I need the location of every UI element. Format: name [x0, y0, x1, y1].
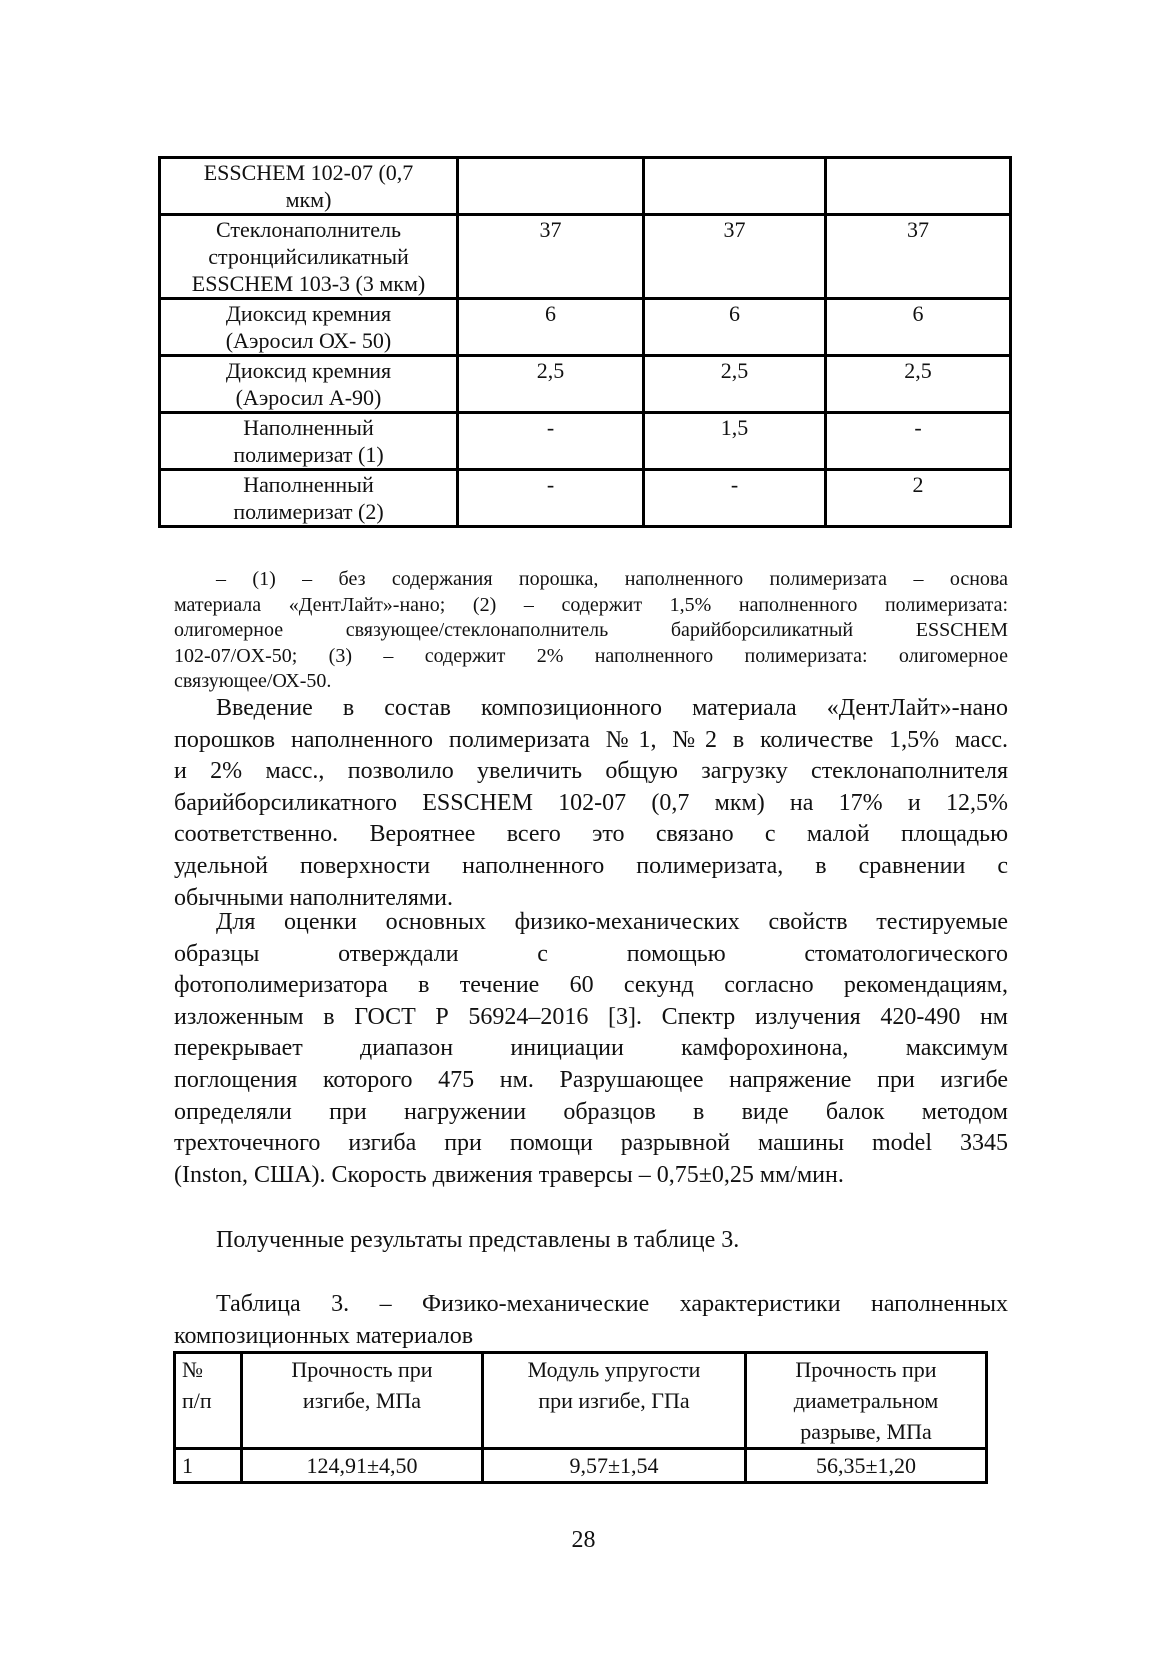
table-header-row — [175, 1353, 987, 1449]
value-cell: - — [826, 413, 1011, 470]
paragraph-line: удельной поверхности наполненного полимеризата, в сравнении с — [174, 853, 1008, 879]
paragraph-line: трехточечного изгиба при помощи разрывной машины model 3345 — [174, 1130, 1008, 1157]
paragraph-results-reference: Полученные результаты представлены в таблице 3. — [216, 1227, 740, 1253]
note-line: – (1) – без содержания порошка, наполненного полимеризата – основа — [216, 568, 1008, 590]
column-header — [483, 1353, 746, 1449]
component-name-line: полимеризат (2) — [233, 499, 384, 524]
column-header-line: Модуль упругости — [527, 1357, 701, 1382]
value-cell: 37 — [826, 215, 1011, 299]
paragraph-line: изложенным в ГОСТ Р 56924–2016 [3]. Спектр излучения 420-490 нм — [174, 1003, 1008, 1030]
value-cell — [826, 158, 1011, 215]
value-cell: 2 — [826, 470, 1011, 527]
column-header-line: № — [182, 1357, 203, 1382]
value-cell: 6 — [826, 299, 1011, 356]
paragraph-line: порошков наполненного полимеризата №1, №2 в количестве 1,5% масс. — [174, 726, 1008, 753]
component-name-line: Стеклонаполнитель — [215, 217, 402, 242]
component-name-line: Диоксид кремния — [225, 301, 392, 326]
column-header — [746, 1353, 987, 1449]
paragraph-line: перекрывает диапазон инициации камфорохинона, максимум — [174, 1035, 1008, 1062]
column-header-line: Прочность при — [795, 1357, 937, 1382]
column-header-line: п/п — [182, 1388, 212, 1413]
component-name-cell — [160, 356, 458, 413]
note-line: 102-07/OX-50; (3) – содержит 2% наполненного полимеризата: олигомерное — [174, 644, 1008, 667]
paragraph-line: барийборсиликатного ESSCHEM 102-07 (0,7 мкм) на 17% и 12,5% — [174, 789, 1008, 816]
table-row — [160, 299, 1011, 356]
table-row — [160, 158, 1011, 215]
column-header-line: диаметральном — [793, 1388, 939, 1413]
value-cell: 37 — [458, 215, 644, 299]
value-cell: 1,5 — [644, 413, 826, 470]
component-name-line: ESSCHEM 103-3 (3 мкм) — [191, 271, 426, 296]
component-name-line: ESSCHEM 102-07 (0,7 — [203, 160, 414, 185]
paragraph-line: обычными наполнителями. — [174, 884, 453, 911]
column-header-line: Прочность при — [291, 1357, 433, 1382]
column-header-line: разрыве, МПа — [800, 1419, 932, 1444]
composition-table-continuation — [158, 156, 1012, 528]
component-name-line: полимеризат (1) — [233, 442, 384, 467]
caption-line: композиционных материалов — [174, 1323, 474, 1349]
component-name-cell — [160, 215, 458, 299]
value-cell: 124,91±4,50 — [242, 1449, 483, 1483]
value-cell — [458, 158, 644, 215]
value-cell: - — [644, 470, 826, 527]
value-cell: 6 — [458, 299, 644, 356]
paragraph-line: образцы отверждали с помощью стоматологического — [174, 940, 1008, 967]
note-line: олигомерное связующее/стеклонаполнитель барийборсиликатный ESSCHEM — [174, 619, 1008, 641]
note-line: связующее/ОХ-50. — [174, 670, 332, 692]
component-name-line: (Аэросил А-90) — [235, 385, 382, 410]
value-cell: - — [458, 413, 644, 470]
paragraph-line: (Inston, США). Скорость движения траверсы – 0,75±0,25 мм/мин. — [174, 1161, 844, 1188]
component-name-line: Наполненный — [243, 415, 374, 440]
value-cell: 37 — [644, 215, 826, 299]
component-name-cell — [160, 158, 458, 215]
component-name-line: стронцийсиликатный — [208, 244, 409, 269]
value-cell: 2,5 — [826, 356, 1011, 413]
page-number: 28 — [571, 1527, 596, 1553]
component-name-cell — [160, 413, 458, 470]
component-name-line: Диоксид кремния — [225, 358, 392, 383]
value-cell: 2,5 — [458, 356, 644, 413]
table-row — [160, 413, 1011, 470]
paragraph-line: соответственно. Вероятнее всего это связано с малой площадью — [174, 821, 1008, 848]
paragraph-line: Для оценки основных физико-механических свойств тестируемые — [216, 909, 1008, 935]
table-row — [160, 215, 1011, 299]
paragraph-line: определяли при нагружении образцов в виде балок методом — [174, 1098, 1008, 1125]
caption-line: Таблица 3. – Физико-механические характеристики наполненных — [216, 1291, 1008, 1317]
paragraph-line: поглощения которого 475 нм. Разрушающее напряжение при изгибе — [174, 1067, 1008, 1093]
value-cell: 56,35±1,20 — [746, 1449, 987, 1483]
value-cell: - — [458, 470, 644, 527]
mechanical-properties-table — [173, 1351, 988, 1484]
note-line: материала «ДентЛайт»-нано; (2) – содержит 1,5% наполненного полимеризата: — [174, 593, 1008, 616]
paragraph-line: Введение в состав композиционного материала «ДентЛайт»-нано — [216, 695, 1008, 721]
column-header — [175, 1353, 242, 1449]
paragraph-line: фотополимеризатора в течение 60 секунд согласно рекомендациям, — [174, 972, 1008, 999]
column-header-line: при изгибе, ГПа — [538, 1388, 690, 1413]
component-name-line: (Аэросил ОХ- 50) — [225, 328, 392, 353]
paragraph-line: и 2% масс., позволило увеличить общую загрузку стеклонаполнителя — [174, 758, 1008, 785]
component-name-line: мкм) — [285, 187, 332, 212]
value-cell: 9,57±1,54 — [483, 1449, 746, 1483]
component-name-cell — [160, 470, 458, 527]
row-number-cell: 1 — [175, 1449, 242, 1483]
table-row — [160, 470, 1011, 527]
value-cell: 6 — [644, 299, 826, 356]
column-header-line: изгибе, МПа — [302, 1388, 422, 1413]
component-name-line: Наполненный — [243, 472, 374, 497]
table-row — [175, 1449, 987, 1483]
table-row — [160, 356, 1011, 413]
value-cell: 2,5 — [644, 356, 826, 413]
column-header — [242, 1353, 483, 1449]
value-cell — [644, 158, 826, 215]
component-name-cell — [160, 299, 458, 356]
